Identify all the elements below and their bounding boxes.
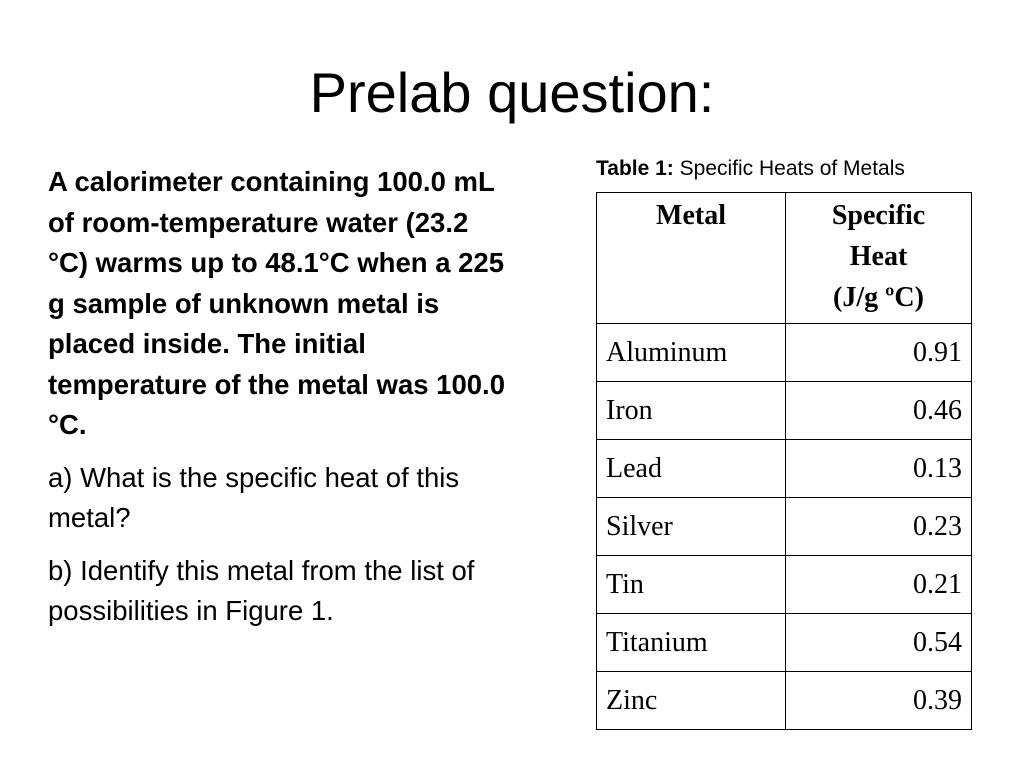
header-specific-heat-line1: Specific [831, 200, 926, 231]
table-row [597, 324, 972, 382]
question-text-block [48, 162, 508, 632]
table-row [597, 440, 972, 498]
table-caption-text: Specific Heats of Metals [673, 157, 905, 180]
specific-heat-value: 0.13 [786, 440, 972, 498]
table-row [597, 498, 972, 556]
header-specific-heat-line2: Heat [849, 241, 908, 272]
specific-heat-value: 0.23 [786, 498, 972, 556]
table-row [597, 382, 972, 440]
table-row [597, 672, 972, 730]
table-row [597, 614, 972, 672]
header-specific-heat-line3: (J/g ºC) [833, 282, 924, 313]
metal-name: Zinc [597, 672, 786, 730]
header-metal: Metal [597, 193, 786, 324]
specific-heat-value: 0.39 [786, 672, 972, 730]
specific-heat-value: 0.21 [786, 556, 972, 614]
specific-heat-value: 0.54 [786, 614, 972, 672]
table-header-row [597, 193, 972, 324]
table-caption-label: Table 1: [596, 157, 674, 180]
metal-name: Aluminum [597, 324, 786, 382]
question-part-a: a) What is the specific heat of this metal? [48, 461, 460, 533]
specific-heat-value: 0.46 [786, 382, 972, 440]
specific-heats-table [596, 192, 972, 730]
metal-name: Silver [597, 498, 786, 556]
header-specific-heat [786, 193, 972, 324]
metal-name: Tin [597, 556, 786, 614]
metal-name: Lead [597, 440, 786, 498]
question-part-b: b) Identify this metal from the list of possibilities in Figure 1. [48, 554, 475, 626]
table-row [597, 556, 972, 614]
slide-title: Prelab question: [309, 61, 715, 124]
question-prompt: A calorimeter containing 100.0 mL of room-temperature water (23.2 °C) warms up to 48.1°C when a 225 g sample of unknown metal is placed inside. The initial temperature of the metal was 100.0 °C. [48, 166, 505, 440]
metal-name: Iron [597, 382, 786, 440]
metal-name: Titanium [597, 614, 786, 672]
specific-heat-value: 0.91 [786, 324, 972, 382]
table-caption [596, 155, 905, 183]
